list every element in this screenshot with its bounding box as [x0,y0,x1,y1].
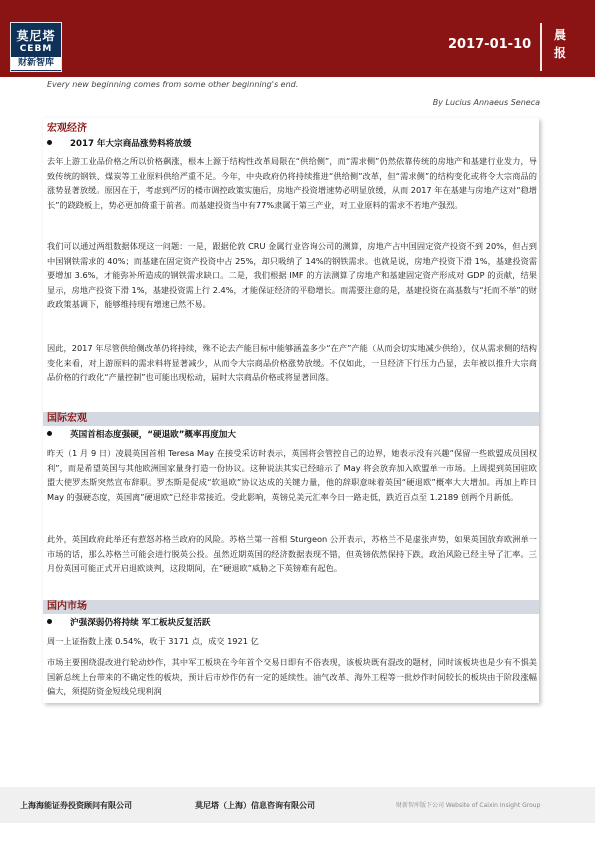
headline-intl-text: 英国首相态度强硬，“硬退欧”概率再度加大 [70,430,236,440]
quote: Every new beginning comes from some other beginning's end. [47,80,299,89]
logo-en-text: CEBM [19,44,53,54]
report-date: 2017-01-10 [448,37,532,52]
paragraph-intl-1: 昨天（1 月 9 日）凌晨英国首相 Teresa May 在接受采访时表示，英国将会管控自己的边界，她表示没有兴趣“保留一些欧盟成员国权利”，而是希望英国与其他欧洲国家量身打造一份协议。这种说法其实已经暗示了 May 将会放弃加入欧盟单一市场。上周提到英国驻欧盟大使罗杰斯突然宣布辞职。罗杰斯是促成“软退欧”协议达成的关键力量，他的辞职意味着英国“硬退欧”概率大大增加。再加上昨日 May 的强硬态度，英国离”硬退欧“已经非常接近。受此影响，英镑兑美元汇率今日一路走低，跌近百点至 1.2189 创两个月新低。 [47,448,537,502]
section-title-intl: 国际宏观 [43,412,539,426]
logo-sub-text: 财新智库 [11,57,61,70]
bullet-icon [47,140,52,145]
headline-domestic [47,617,537,630]
paragraph-macro-2: 我们可以通过两组数据体现这一问题：一是，跟据伦敦 CRU 金属行业咨询公司的测算，房地产占中国固定资产投资不到 20%，但占到中国钢铁需求的 40%；而基建在固定资产投资中占 25%，却只吸纳了 14%的钢铁需求。也就是说，房地产投资下滑 1%，基建投资需要增加 3.6%，才能弥补所造成的钢铁需求缺口。二是，我们根据 IMF 的方法测算了房地产和基建固定资产形成对 GDP 的贡献，结果显示，房地产投资下滑 1%，基建投资需上行 2.4%，才能保证经济的平稳增长。而需要注意的是，基建投资在高基数与“托而不举”的财政政策基调下，能够维持现有增速已然不易。 [47,241,537,310]
bullet-icon [47,431,52,436]
footer-copyright: 财新智库版下公司 Website of Caixin Insight Group [396,802,541,809]
report-type-line1: 晨 [553,28,566,42]
section-title-domestic: 国内市场 [43,600,539,614]
headline-domestic-text: 沪强深弱仍将持续 军工板块反复活跃 [70,618,211,628]
paragraph-domestic-1: 周一上证指数上涨 0.54%，收于 3171 点，成交 1921 亿 [47,636,259,646]
paragraph-macro-3: 因此，2017 年尽管供给侧改革仍将持续，殊不论去产能目标中能够涵盖多少“在产”产能（从而会切实地减少供给），仅从需求侧的结构变化来看，对上游原料的需求料将显著减少，从而令大宗商品价格涨势放缓。不仅如此，一旦经济下行压力凸显，去年被以推升大宗商品价格的行政化“产量控制”也可能出现松动，届时大宗商品价格或将显著回落。 [47,343,537,383]
quote-author: By Lucius Annaeus Seneca [432,98,540,107]
bullet-icon [47,619,52,624]
section-title-macro: 宏观经济 [47,123,87,134]
headline-intl [47,429,537,442]
report-type-label [550,26,570,62]
headline-macro-text: 2017 年大宗商品涨势料将放缓 [70,139,192,149]
logo-cn-text: 莫尼塔 [16,29,56,43]
footer-company-2: 莫尼塔（上海）信息咨询有限公司 [195,801,315,810]
headline-macro [47,138,537,151]
header-divider [540,23,542,71]
paragraph-macro-1: 去年上游工业品价格之所以价格飙涨，根本上源于结构性改革局限在“供给侧”，而“需求侧”仍然依靠传统的房地产和基建行业发力，导致传统的钢铁、煤炭等工业原料供给严重不足。今年，中央政府仍将持续推进“供给侧”改革，但“需求侧”的结构变化或将令大宗商品的涨势显著放缓。原因在于，考虑到严厉的楼市调控政策实施后，房地产投资增速势必明显放缓，从而 2017 年在基建与房地产这对“稳增长”的跷跷板上，势必更加倚重于前者。而基建投资当中有77%隶属于第三产业，对工业原料的需求不若地产强烈。 [47,156,537,210]
report-body [43,118,539,703]
paragraph-domestic-2: 市场主要围绕混改进行轮动炒作，其中军工板块在今年首个交易日即有不俗表现，该板块既有混改的题材，同时该板块也是少有不惧美国新总统上台带来的不确定性的板块，预计后市炒作仍有一定的延续性。油气改革、海外工程等一批炒作时间较长的板块由于阶段涨幅偏大，须提防资金短线兑现利润 [47,657,537,697]
paragraph-intl-2: 此外，英国政府此举还有惹怒苏格兰政府的风险。苏格兰第一首相 Sturgeon 公开表示，苏格兰不是虚张声势，如果英国放弃欧洲单一市场的话，那么苏格兰可能会进行脱英公投。虽然近期英国的经济数据表现不错，但英镑依然保持下跌，政治风险已经主导了汇率。三月份英国可能正式开启退欧谈判，这段期间，在“硬退欧”威胁之下英镑难有起色。 [47,534,537,574]
footer-company-1: 上海海能证券投资顾问有限公司 [20,801,132,810]
report-type-line2: 报 [553,46,566,60]
logo [10,22,62,72]
